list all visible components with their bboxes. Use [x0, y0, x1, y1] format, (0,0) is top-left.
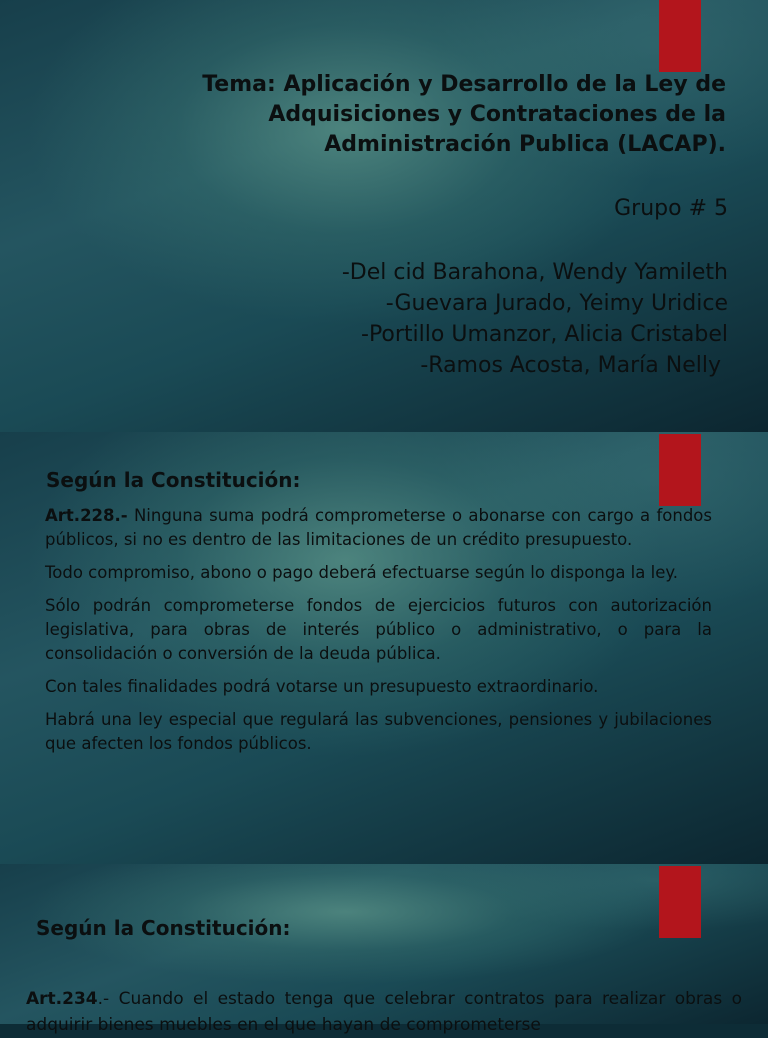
red-accent-bar — [659, 0, 701, 72]
title-line: Tema: Aplicación y Desarrollo de la Ley de — [202, 72, 726, 97]
title-line: Administración Publica (LACAP). — [324, 132, 726, 157]
article-body — [45, 504, 712, 765]
title-slide — [0, 0, 768, 432]
article-paragraph: Habrá una ley especial que regulará las subvenciones, pensiones y jubilaciones que afecten los fondos públicos. — [45, 710, 712, 753]
article-text: Ninguna suma podrá comprometerse o abonarse con cargo a fondos públicos, si no es dentro de las limitaciones de un crédito presupuesto. — [45, 506, 712, 549]
article-paragraph: Con tales finalidades podrá votarse un presupuesto extraordinario. — [45, 677, 599, 696]
slide-heading: Según la Constitución: — [36, 916, 291, 940]
article-label: Art.228.- — [45, 506, 128, 525]
member-name: -Guevara Jurado, Yeimy Uridice — [385, 291, 728, 316]
slide-heading: Según la Constitución: — [46, 468, 301, 492]
red-accent-bar — [659, 866, 701, 938]
title-line: Adquisiciones y Contrataciones de la — [268, 102, 726, 127]
article-paragraph: Sólo podrán comprometerse fondos de ejercicios futuros con autorización legislativa, para obras de interés público o administrativo, o para la consolidación o conversión de la deuda pública. — [45, 596, 712, 663]
member-name: -Portillo Umanzor, Alicia Cristabel — [361, 322, 728, 347]
member-list — [342, 257, 728, 381]
member-name: -Del cid Barahona, Wendy Yamileth — [341, 260, 728, 285]
article-paragraph: Todo compromiso, abono o pago deberá efectuarse según lo disponga la ley. — [45, 563, 679, 582]
constitution-slide-art228 — [0, 432, 768, 864]
article-label: Art.234 — [26, 989, 98, 1009]
constitution-slide-art234 — [0, 864, 768, 1035]
group-label: Grupo # 5 — [614, 196, 728, 221]
article-text: .- Cuando el estado tenga que celebrar contratos para realizar obras o adquirir bienes muebles en el que hayan de comprometerse — [26, 989, 742, 1035]
red-accent-bar — [659, 434, 701, 506]
member-name: -Ramos Acosta, María Nelly — [420, 353, 728, 378]
article-paragraph — [45, 504, 712, 552]
article-body — [26, 986, 742, 1038]
slide-title — [126, 70, 726, 160]
